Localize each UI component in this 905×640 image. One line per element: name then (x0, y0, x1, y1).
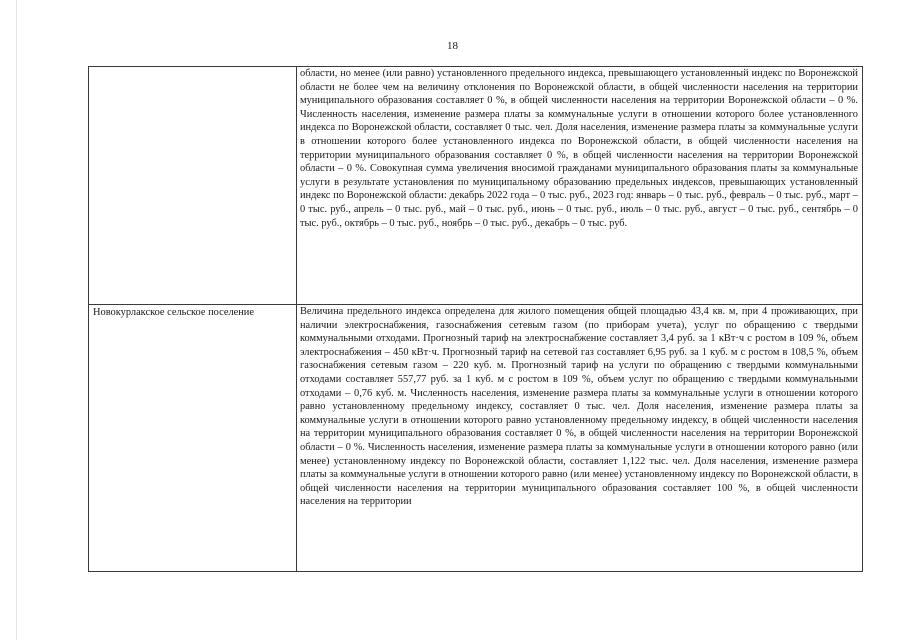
table-row (89, 67, 863, 305)
table-row (89, 305, 863, 572)
municipality-name (89, 67, 296, 68)
table-cell-municipality (89, 67, 297, 305)
scan-edge-line (16, 0, 17, 640)
description-text: области, но менее (или равно) установленного предельного индекса, превышающего установленный индекс по Воронежской области не более чем на величину отклонения по Воронежской области, в общей численности населения на территории муниципального образования составляет 0 %, в общей численности населения на территории Воронежской области – 0 %. Численность населения, изменение размера платы за коммунальные услуги в отношении которого более установленного индекса по Воронежской области, составляет 0 тыс. чел. Доля населения, изменение размера платы за коммунальные услуги в отношении которого более установленного индекса по Воронежской области, в общей численности населения на территории муниципального образования составляет 0 %, в общей численности населения на территории Воронежской области – 0 %. Совокупная сумма увеличения вносимой гражданами муниципального образования платы за коммунальные услуги в результате установления по муниципальному образованию предельных индексов, превышающих установленный индекс по Воронежской области: декабрь 2022 года – 0 тыс. руб., 2023 год: январь – 0 тыс. руб., февраль – 0 тыс. руб., март – 0 тыс. руб., апрель – 0 тыс. руб., май – 0 тыс. руб., июнь – 0 тыс. руб., июль – 0 тыс. руб., август – 0 тыс. руб., сентябрь – 0 тыс. руб., октябрь – 0 тыс. руб., ноябрь – 0 тыс. руб., декабрь – 0 тыс. руб. (300, 68, 858, 229)
table-cell-municipality (89, 305, 297, 572)
page-number: 18 (447, 40, 458, 52)
table-cell-description (297, 67, 863, 305)
table-cell-description (297, 305, 863, 572)
description-text: Величина предельного индекса определена для жилого помещения общей площадью 43,4 кв. м, при 4 проживающих, при наличии электроснабжения, газоснабжения сетевым газом (по приборам учета), услуг по обращению с твердыми коммунальными отходами. Прогнозный тариф на электроснабжение составляет 3,4 руб. за 1 кВт·ч с ростом в 109 %, объем электроснабжения – 450 кВт·ч. Прогнозный тариф на сетевой газ составляет 6,95 руб. за 1 куб. м с ростом в 108,5 %, объем газоснабжения сетевым газом – 220 куб. м. Прогнозный тариф на услуги по обращению с твердыми коммунальными отходами составляет 557,77 руб. за 1 куб. м с ростом в 109 %, объем услуг по обращению с твердыми коммунальными отходами – 0,76 куб. м. Численность населения, изменение размера платы за коммунальные услуги в отношении которого равно установленному предельному индексу, составляет 0 тыс. чел. Доля населения, изменение размера платы за коммунальные услуги в отношении которого равно установленному предельному индексу, в общей численности населения на территории муниципального образования составляет 0 %, в общей численности населения на территории Воронежской области – 0 %. Численность населения, изменение размера платы за коммунальные услуги в отношении которого равно (или менее) установленному индексу по Воронежской области, составляет 1,122 тыс. чел. Доля населения, изменение размера платы за коммунальные услуги в отношении которого равно (или менее) установленному индексу по Воронежской области, в общей численности населения на территории муниципального образования составляет 100 %, в общей численности населения на территории (300, 306, 858, 508)
municipality-name: Новокурлакское сельское поселение (93, 307, 254, 318)
document-table (88, 66, 863, 572)
